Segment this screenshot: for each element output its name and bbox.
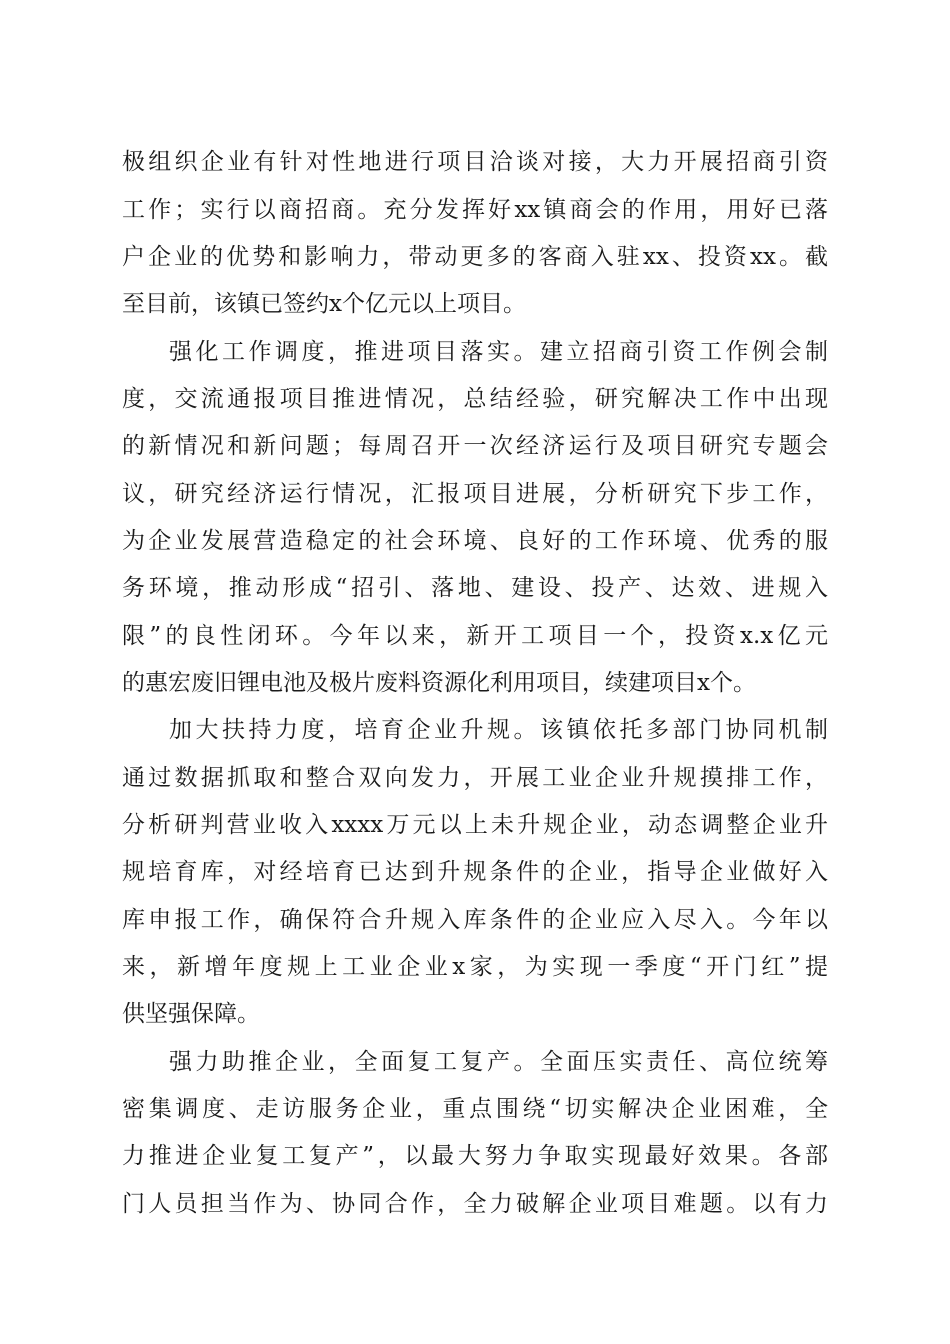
text-line: 务环境，推动形成“招引、落地、建设、投产、达效、进规入 xyxy=(122,575,828,601)
text-line: 为企业发展营造稳定的社会环境、良好的工作环境、优秀的服 xyxy=(122,528,828,554)
text-line: 通过数据抓取和整合双向发力，开展工业企业升规摸排工作， xyxy=(122,765,828,791)
paragraph-heading-line: 强化工作调度，推进项目落实。建立招商引资工作例会制 xyxy=(169,339,828,365)
text-line: 库申报工作，确保符合升规入库条件的企业应入尽入。今年以 xyxy=(122,907,828,933)
text-line: 来，新增年度规上工业企业x家，为实现一季度“开门红”提 xyxy=(122,954,828,980)
text-line: 至目前，该镇已签约x个亿元以上项目。 xyxy=(122,291,526,317)
paragraph-heading-line: 强力助推企业，全面复工复产。全面压实责任、高位统筹 xyxy=(169,1049,828,1075)
text-line: 力推进企业复工复产”，以最大努力争取实现最好效果。各部 xyxy=(122,1143,828,1169)
text-line: 限”的良性闭环。今年以来，新开工项目一个，投资x.x亿元 xyxy=(122,623,828,649)
text-line: 的惠宏废旧锂电池及极片废料资源化利用项目，续建项目x个。 xyxy=(122,670,756,696)
text-line: 规培育库，对经培育已达到升规条件的企业，指导企业做好入 xyxy=(122,859,828,885)
text-line: 分析研判营业收入xxxx万元以上未升规企业，动态调整企业升 xyxy=(122,812,828,838)
paragraph-heading-line: 加大扶持力度，培育企业升规。该镇依托多部门协同机制 xyxy=(169,717,828,743)
text-line: 的新情况和新问题；每周召开一次经济运行及项目研究专题会 xyxy=(122,433,828,459)
text-line: 议，研究经济运行情况，汇报项目进展，分析研究下步工作， xyxy=(122,481,828,507)
text-line: 密集调度、走访服务企业，重点围绕“切实解决企业困难，全 xyxy=(122,1096,828,1122)
text-line: 门人员担当作为、协同合作，全力破解企业项目难题。以有力 xyxy=(122,1191,828,1217)
text-line: 供坚强保障。 xyxy=(122,1001,260,1027)
text-line: 极组织企业有针对性地进行项目洽谈对接，大力开展招商引资 xyxy=(122,149,828,175)
text-line: 度，交流通报项目推进情况，总结经验，研究解决工作中出现 xyxy=(122,386,828,412)
text-line: 户企业的优势和影响力，带动更多的客商入驻xx、投资xx。截 xyxy=(122,244,828,270)
text-line: 工作；实行以商招商。充分发挥好xx镇商会的作用，用好已落 xyxy=(122,197,828,223)
